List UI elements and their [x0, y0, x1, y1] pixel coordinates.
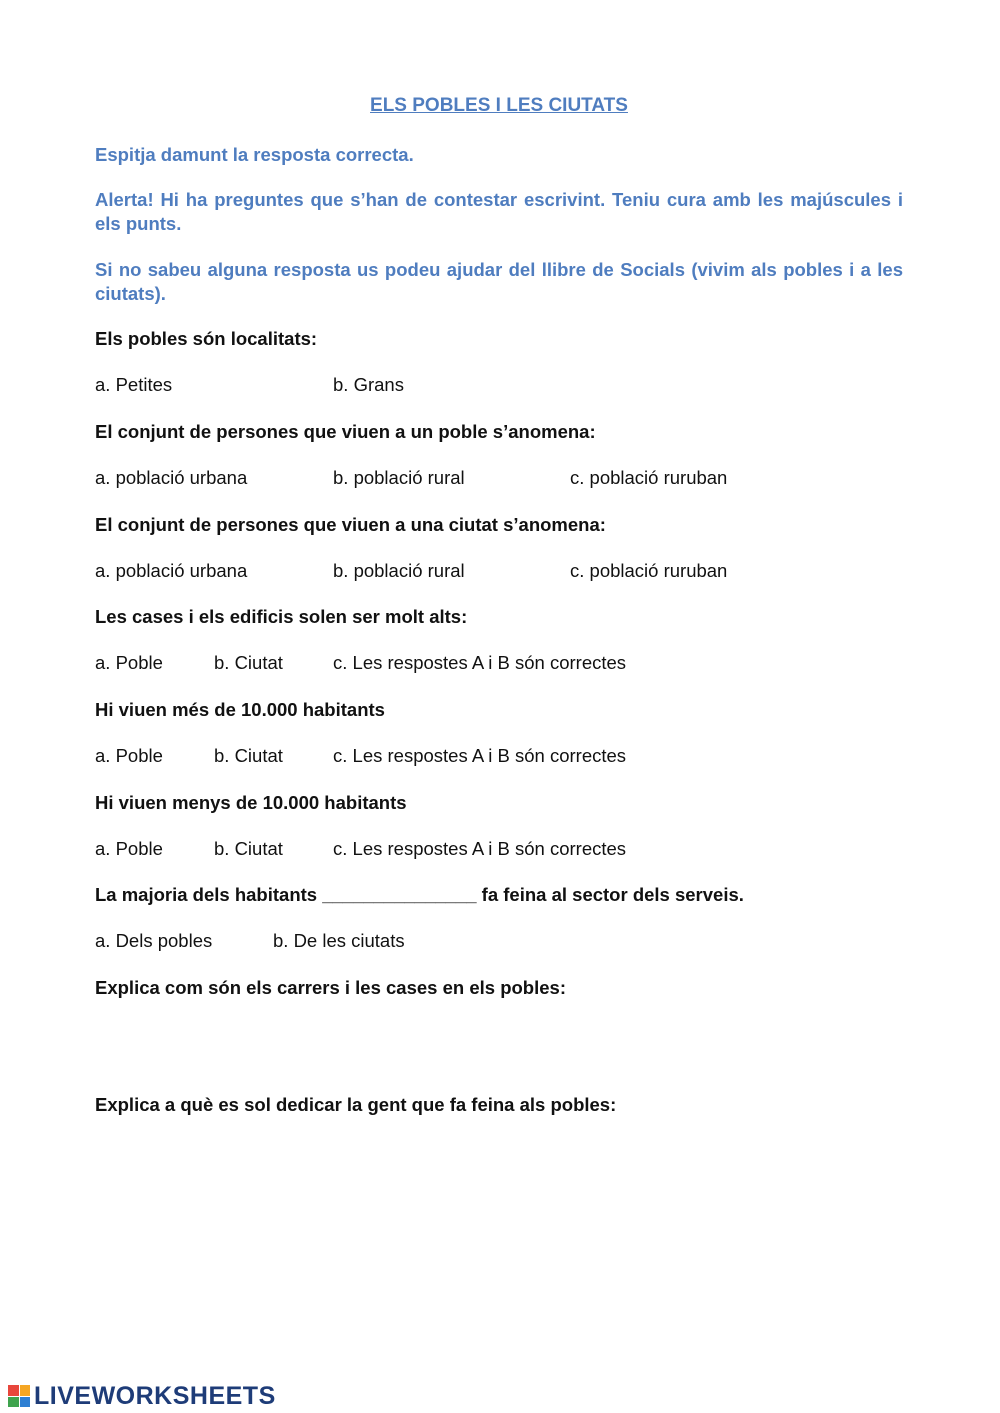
option-5a[interactable]: a. Poble [95, 745, 163, 766]
option-3a[interactable]: a. població urbana [95, 560, 248, 581]
question-8: Explica com són els carrers i les cases en els pobles: [95, 977, 566, 998]
option-2c[interactable]: c. població ruruban [570, 467, 728, 488]
option-2a[interactable]: a. població urbana [95, 467, 248, 488]
question-9: Explica a què es sol dedicar la gent que fa feina als pobles: [95, 1094, 617, 1115]
option-4c[interactable]: c. Les respostes A i B són correctes [333, 652, 627, 673]
liveworksheets-logo-text: LIVEWORKSHEETS [34, 1381, 276, 1410]
option-4b[interactable]: b. Ciutat [214, 652, 283, 673]
answer-area-8[interactable] [95, 1008, 903, 1068]
option-1b[interactable]: b. Grans [333, 374, 404, 395]
option-1a[interactable]: a. Petites [95, 374, 173, 395]
logo-square [20, 1385, 31, 1396]
liveworksheets-logo[interactable] [8, 1380, 276, 1412]
question-2-options [95, 466, 903, 490]
question-2: El conjunt de persones que viuen a un poble s’anomena: [95, 421, 596, 442]
option-5b[interactable]: b. Ciutat [214, 745, 283, 766]
option-3c[interactable]: c. població ruruban [570, 560, 728, 581]
question-5: Hi viuen més de 10.000 habitants [95, 699, 385, 720]
option-2b[interactable]: b. població rural [333, 467, 465, 488]
question-1: Els pobles són localitats: [95, 328, 318, 349]
logo-square [8, 1397, 19, 1408]
question-3-options [95, 559, 903, 583]
liveworksheets-logo-icon [8, 1385, 30, 1407]
question-7: La majoria dels habitants _______________ fa feina al sector dels serveis. [95, 884, 744, 905]
question-4-options [95, 651, 903, 675]
logo-square [20, 1397, 31, 1408]
option-6c[interactable]: c. Les respostes A i B són correctes [333, 838, 627, 859]
option-7b[interactable]: b. De les ciutats [273, 930, 405, 951]
question-6: Hi viuen menys de 10.000 habitants [95, 792, 407, 813]
logo-square [8, 1385, 19, 1396]
option-6b[interactable]: b. Ciutat [214, 838, 283, 859]
question-7-options [95, 929, 903, 953]
page-title: ELS POBLES I LES CIUTATS [370, 95, 628, 116]
instruction-click: Espitja damunt la resposta correcta. [95, 144, 414, 165]
option-5c[interactable]: c. Les respostes A i B són correctes [333, 745, 627, 766]
answer-area-9[interactable] [95, 1125, 903, 1185]
option-4a[interactable]: a. Poble [95, 652, 163, 673]
question-4: Les cases i els edificis solen ser molt alts: [95, 606, 468, 627]
instruction-help: Si no sabeu alguna resposta us podeu ajudar del llibre de Socials (vivim als pobles i a les ciutats). [95, 259, 903, 304]
option-3b[interactable]: b. població rural [333, 560, 465, 581]
option-7a[interactable]: a. Dels pobles [95, 930, 213, 951]
instruction-alert: Alerta! Hi ha preguntes que s’han de contestar escrivint. Teniu cura amb les majúscules i els punts. [95, 189, 903, 234]
question-5-options [95, 744, 903, 768]
option-6a[interactable]: a. Poble [95, 838, 163, 859]
question-3: El conjunt de persones que viuen a una ciutat s’anomena: [95, 514, 606, 535]
question-6-options [95, 837, 903, 861]
question-1-options [95, 373, 903, 397]
